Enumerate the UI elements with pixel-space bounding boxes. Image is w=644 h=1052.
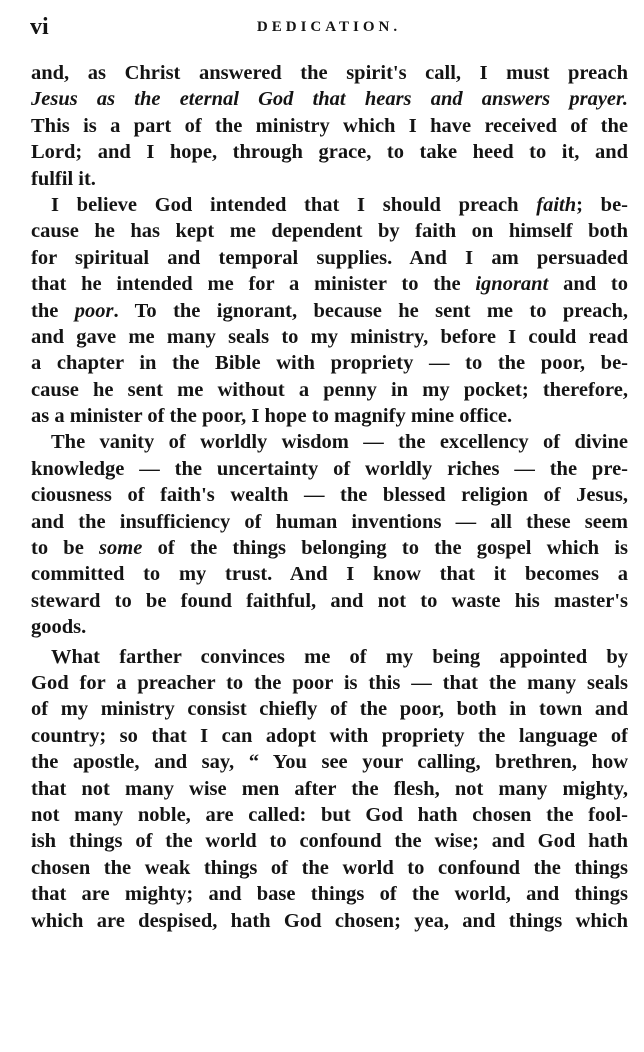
text-line: cause he has kept me dependent by faith on himself both <box>31 220 628 243</box>
text-line: of my ministry consist chiefly of the poor, both in town and <box>31 698 628 721</box>
text-line: cause he sent me without a penny in my pocket; therefore, <box>31 378 628 401</box>
text-line: What farther convinces me of my being appointed by <box>51 645 628 668</box>
text-line: for spiritual and temporal supplies. And I am persuaded <box>31 246 628 269</box>
text-line: Jesus as the eternal God that hears and answers prayer. <box>31 88 628 111</box>
text-line: The vanity of worldly wisdom — the excellency of divine <box>51 431 628 454</box>
text-line: that are mighty; and base things of the world, and things <box>31 883 628 906</box>
text-line: knowledge — the uncertainty of worldly riches — the pre- <box>31 457 628 480</box>
text-line: God for a preacher to the poor is this — that the many seals <box>31 671 628 694</box>
text-line: This is a part of the ministry which I have received of the <box>31 114 628 137</box>
text-line: a chapter in the Bible with propriety — to the poor, be- <box>31 352 628 375</box>
text-line: to be some of the things belonging to the gospel which is <box>31 537 628 560</box>
text-line: committed to my trust. And I know that it becomes a <box>31 563 628 586</box>
text-line: the apostle, and say, “ You see your calling, brethren, how <box>31 751 628 774</box>
page-header <box>30 14 628 40</box>
body-text <box>31 60 628 934</box>
text-line: goods. <box>31 616 87 639</box>
text-line: I believe God intended that I should preach faith; be- <box>51 193 628 216</box>
text-line: which are despised, hath God chosen; yea, and things which <box>31 909 628 932</box>
text-line: ish things of the world to confound the wise; and God hath <box>31 830 628 853</box>
text-line: as a minister of the poor, I hope to magnify mine office. <box>31 405 513 428</box>
text-line: chosen the weak things of the world to confound the things <box>31 856 628 879</box>
text-line: Lord; and I hope, through grace, to take heed to it, and <box>31 141 628 164</box>
text-line: the poor. To the ignorant, because he sent me to preach, <box>31 299 628 322</box>
text-line: and the insufficiency of human inventions — all these seem <box>31 510 628 533</box>
text-line: fulfil it. <box>31 167 96 190</box>
text-line: and, as Christ answered the spirit's call, I must preach <box>31 62 628 84</box>
text-line: that he intended me for a minister to the ignorant and to <box>31 273 628 296</box>
text-line: not many noble, are called: but God hath chosen the fool- <box>31 803 628 826</box>
text-line: ciousness of faith's wealth — the blessed religion of Jesus, <box>31 484 628 507</box>
text-line: country; so that I can adopt with propriety the language of <box>31 724 628 747</box>
text-line: and gave me many seals to my ministry, before I could read <box>31 325 628 348</box>
text-line: steward to be found faithful, and not to waste his master's <box>31 589 628 612</box>
running-head: DEDICATION. <box>256 19 402 35</box>
page-number: vi <box>30 14 49 40</box>
text-line: that not many wise men after the flesh, not many mighty, <box>31 777 628 800</box>
